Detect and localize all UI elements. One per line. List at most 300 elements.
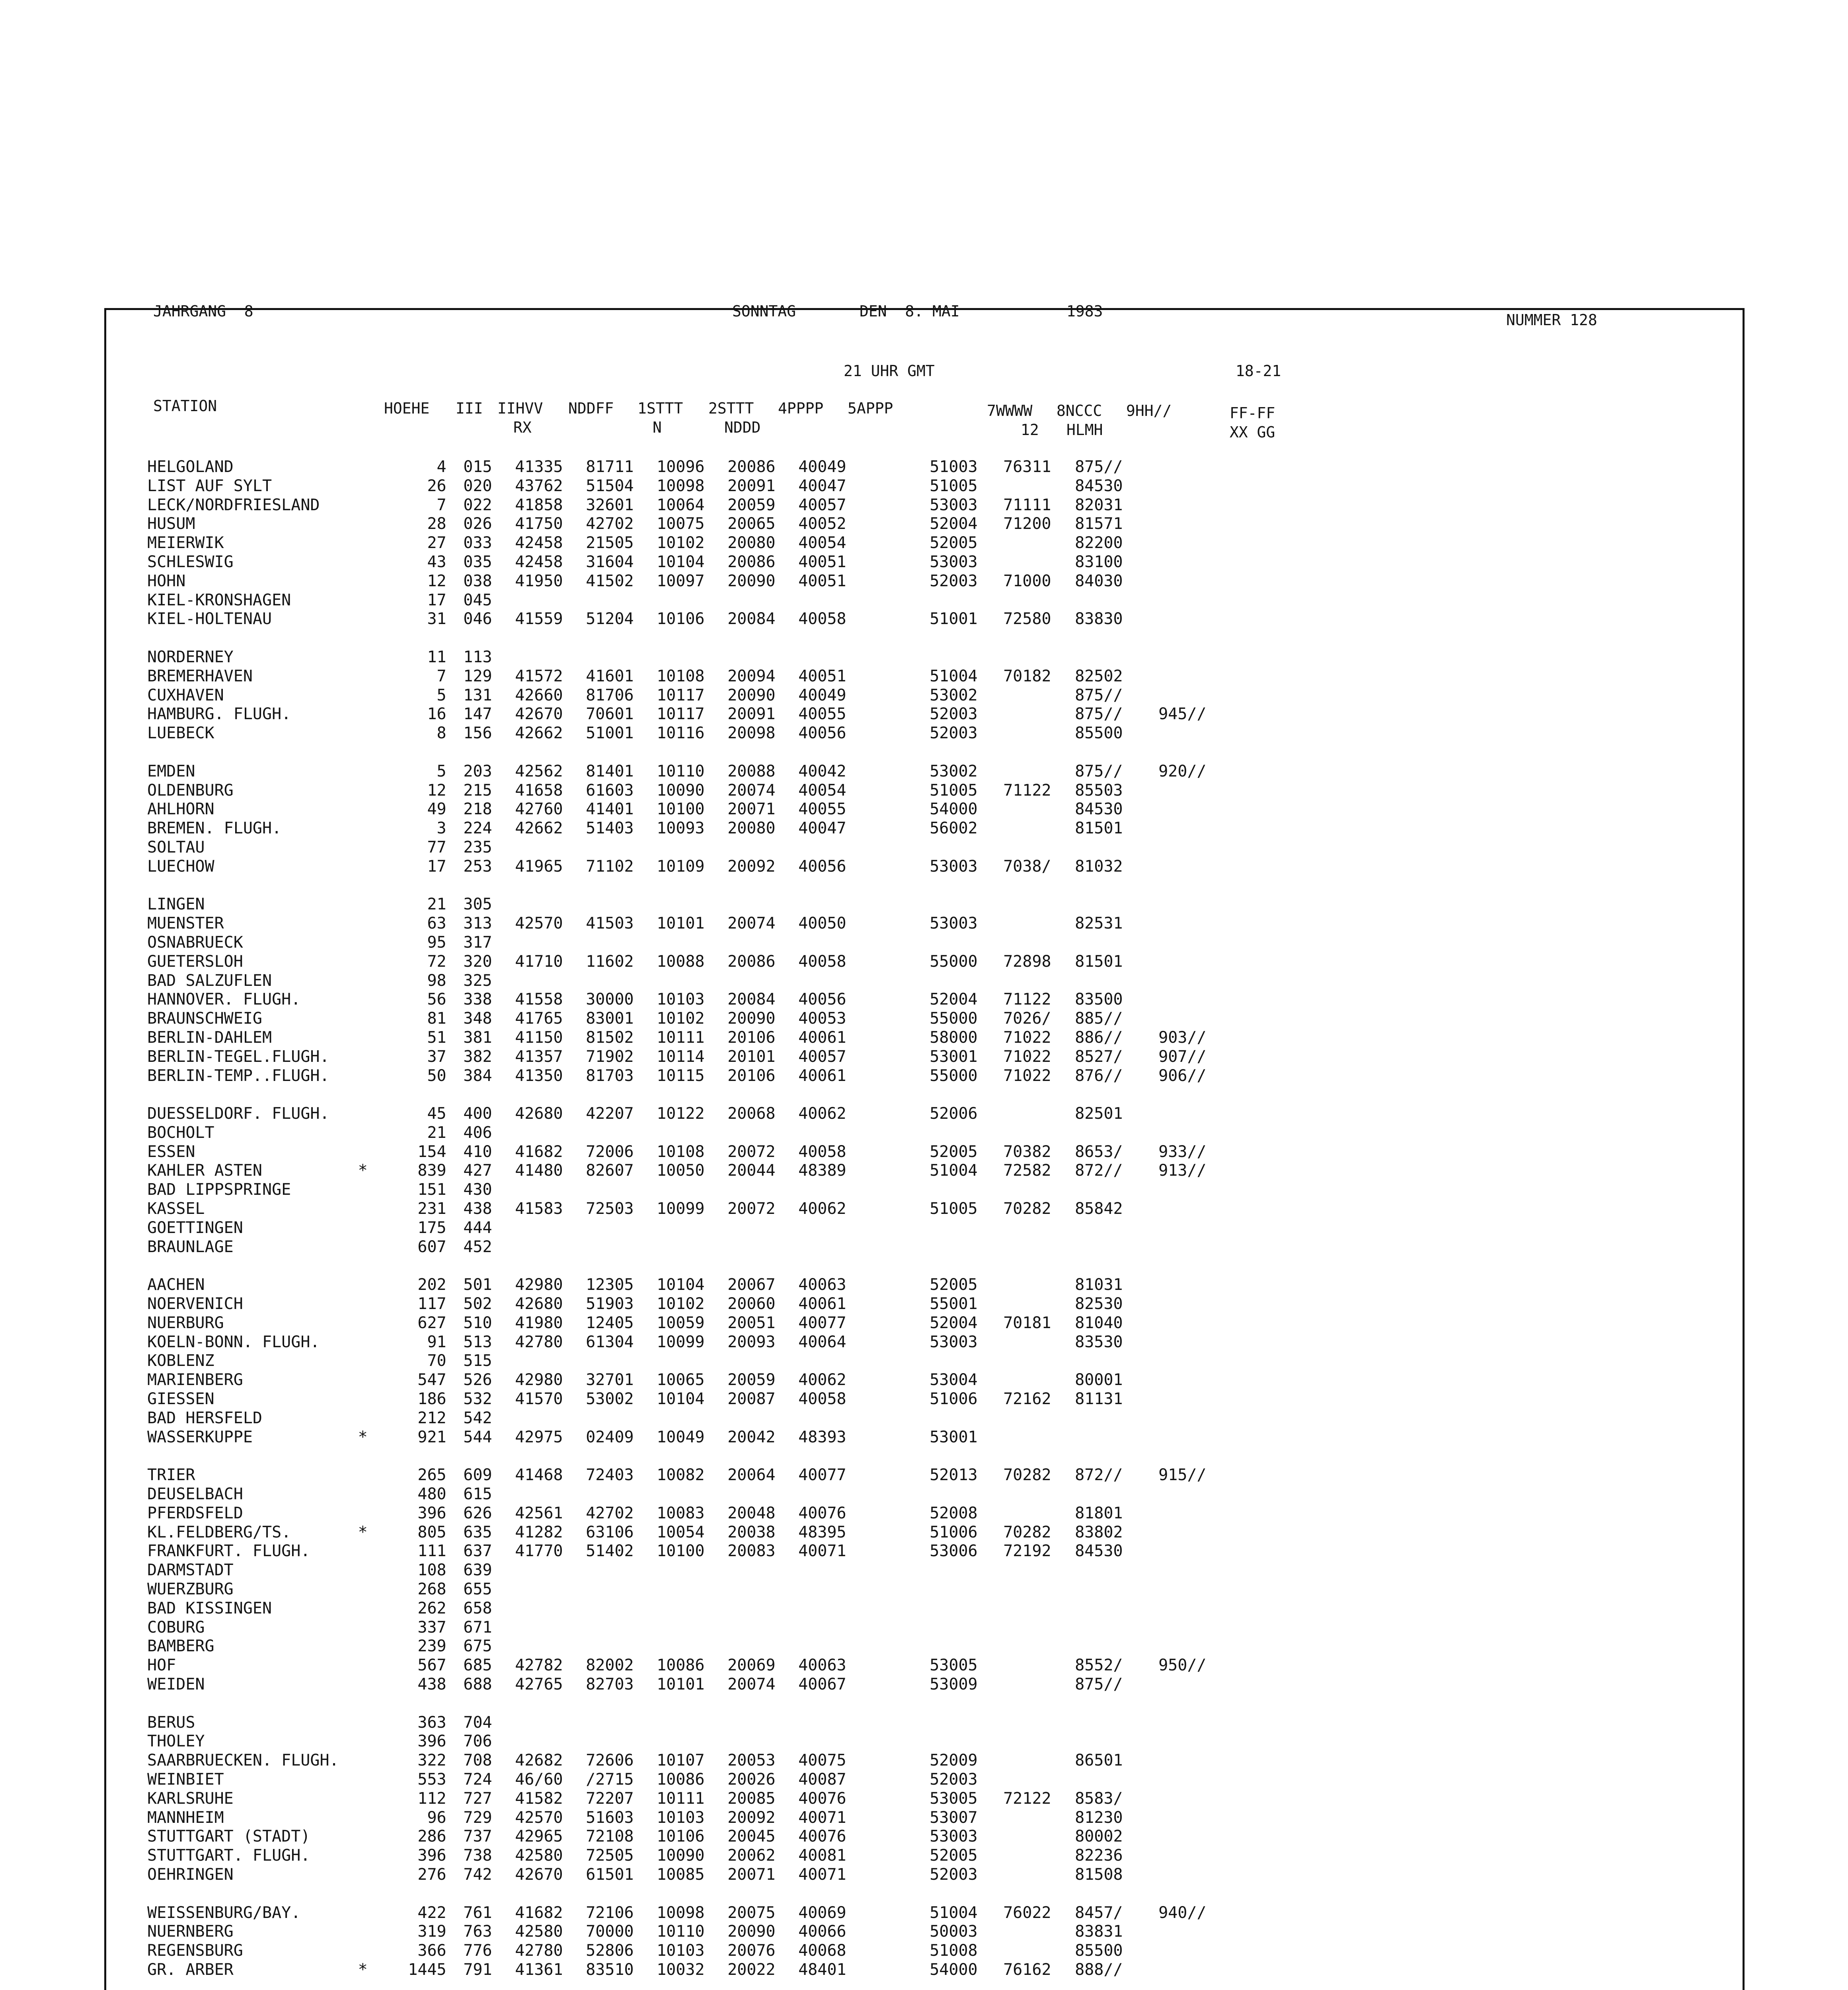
nddff: 51504: [586, 476, 634, 495]
dew-2sttt: 20069: [727, 1656, 776, 1675]
cloud-8nccc: 875//: [1075, 458, 1123, 476]
iihvv: [492, 1409, 563, 1428]
table-row: [147, 1485, 1207, 1504]
nddff: [563, 648, 634, 667]
cloud-8nccc: 85503: [1075, 781, 1123, 800]
iihvv: 42580: [515, 1922, 563, 1941]
tendency-5appp: 53001: [930, 1428, 978, 1446]
tendency-5appp: 51004: [930, 1903, 978, 1922]
pressure-4pppp: [776, 933, 846, 952]
station-id: 410: [463, 1142, 492, 1161]
dew-2sttt: [705, 1124, 776, 1143]
weather-7wwww: 70181: [1003, 1313, 1051, 1332]
cloud-8nccc: 83100: [1075, 552, 1123, 571]
iihvv: 42680: [515, 1104, 563, 1123]
pressure-4pppp: 40049: [798, 458, 846, 476]
table-row: [147, 1219, 1207, 1238]
dew-2sttt: 20083: [727, 1542, 776, 1561]
station-name: WEINBIET: [147, 1770, 224, 1789]
nddff: 51001: [586, 724, 634, 743]
cloud-8nccc: 81508: [1075, 1865, 1123, 1884]
iihvv: 42458: [515, 552, 563, 571]
altitude: 262: [417, 1599, 446, 1617]
station-name: TRIER: [147, 1466, 195, 1485]
dew-2sttt: [705, 1180, 776, 1200]
temp-1sttt: 10098: [657, 1903, 705, 1922]
station-name: BERLIN-DAHLEM: [147, 1028, 272, 1047]
iihvv: 41350: [515, 1066, 563, 1085]
mountain-marker: [339, 819, 387, 838]
table-row: [147, 1314, 1207, 1333]
pressure-4pppp: [776, 1485, 846, 1504]
mountain-marker: [339, 648, 387, 667]
station-id: 384: [463, 1066, 492, 1085]
tendency-5appp: 53007: [930, 1808, 978, 1827]
tendency-5appp: 52009: [930, 1751, 978, 1770]
station-id: 737: [463, 1827, 492, 1846]
dew-2sttt: 20067: [727, 1276, 776, 1294]
cloud-8nccc: 872//: [1075, 1466, 1123, 1485]
pressure-4pppp: 40061: [798, 1028, 846, 1047]
extra-9hh: [1123, 1371, 1207, 1390]
table-row: [147, 1809, 1207, 1828]
nddff: 32701: [586, 1371, 634, 1389]
altitude: 396: [417, 1504, 446, 1522]
weather-7wwww: [978, 1827, 1051, 1846]
station-name: MEIERWIK: [147, 534, 224, 552]
altitude: 627: [417, 1313, 446, 1332]
pressure-4pppp: 40061: [798, 1295, 846, 1313]
dew-2sttt: 20080: [727, 819, 776, 838]
cloud-8nccc: 82501: [1075, 1104, 1123, 1123]
station-name: PFERDSFELD: [147, 1504, 243, 1522]
temp-1sttt: [634, 648, 705, 667]
weather-7wwww: [978, 724, 1051, 743]
mountain-marker: [339, 1104, 387, 1124]
nddff: [563, 838, 634, 857]
tendency-5appp: 51004: [930, 1161, 978, 1180]
temp-1sttt: 10050: [657, 1161, 705, 1180]
cloud-8nccc: [1051, 1485, 1123, 1504]
cloud-8nccc: 82236: [1075, 1846, 1123, 1865]
iihvv: [492, 1561, 563, 1580]
tendency-5appp: [846, 1732, 978, 1751]
cloud-8nccc: [1051, 1238, 1123, 1257]
temp-1sttt: 10103: [657, 990, 705, 1009]
weather-7wwww: [978, 553, 1051, 572]
nddff: 21505: [586, 534, 634, 552]
pressure-4pppp: 40069: [798, 1903, 846, 1922]
mountain-marker: [339, 1713, 387, 1732]
extra-9hh: [1123, 1827, 1207, 1846]
weather-7wwww: [978, 1219, 1051, 1238]
table-row: [147, 1048, 1207, 1067]
altitude: 11: [427, 648, 446, 666]
dew-2sttt: 20064: [727, 1466, 776, 1485]
altitude: 31: [427, 610, 446, 628]
weather-7wwww: 70282: [1003, 1466, 1051, 1485]
station-id: 452: [463, 1237, 492, 1256]
nddff: 82607: [586, 1161, 634, 1180]
tendency-5appp: 50003: [930, 1922, 978, 1941]
weather-7wwww: 70182: [1003, 667, 1051, 685]
nddff: 42207: [586, 1104, 634, 1123]
tendency-5appp: 52003: [930, 724, 978, 743]
iihvv: [492, 1219, 563, 1238]
col-iihvv: IIHVV: [497, 400, 543, 417]
station-id: 348: [463, 1009, 492, 1028]
mountain-marker: [339, 1466, 387, 1485]
nddff: 51603: [586, 1808, 634, 1827]
mountain-marker: [339, 1542, 387, 1561]
temp-1sttt: 10108: [657, 667, 705, 685]
pressure-4pppp: 40057: [798, 1047, 846, 1066]
altitude: 12: [427, 781, 446, 800]
extra-9hh: [1123, 1352, 1207, 1371]
nddff: 30000: [586, 990, 634, 1009]
table-row: [147, 1028, 1207, 1048]
extra-9hh: [1123, 458, 1207, 477]
tendency-5appp: 56002: [930, 819, 978, 838]
iihvv: 41559: [515, 610, 563, 628]
temp-1sttt: 10098: [657, 476, 705, 495]
station-id: 729: [463, 1808, 492, 1827]
station-id: 156: [463, 724, 492, 743]
altitude: 239: [417, 1637, 446, 1656]
dew-2sttt: [705, 1732, 776, 1751]
altitude: 366: [417, 1941, 446, 1960]
nddff: 81706: [586, 686, 634, 704]
nddff: 72403: [586, 1466, 634, 1485]
altitude: 27: [427, 534, 446, 552]
station-name: AHLHORN: [147, 800, 214, 819]
table-row: [147, 1675, 1207, 1694]
altitude: 49: [427, 800, 446, 819]
station-id: 022: [463, 496, 492, 514]
station-name: BERUS: [147, 1713, 195, 1732]
dew-2sttt: 20062: [727, 1846, 776, 1865]
tendency-5appp: 51008: [930, 1941, 978, 1960]
tendency-5appp: 52005: [930, 1846, 978, 1865]
group-spacer: [147, 1085, 1207, 1104]
station-name: OSNABRUECK: [147, 933, 243, 952]
altitude: 96: [427, 1808, 446, 1827]
tendency-5appp: 52004: [930, 515, 978, 533]
station-id: 658: [463, 1599, 492, 1617]
temp-1sttt: [634, 1180, 705, 1200]
pressure-4pppp: 40066: [798, 1922, 846, 1941]
dew-2sttt: 20106: [727, 1028, 776, 1047]
group-spacer: [147, 743, 1207, 762]
mountain-marker: [339, 610, 387, 629]
iihvv: 41583: [515, 1200, 563, 1218]
station-id: 724: [463, 1770, 492, 1789]
pressure-4pppp: [776, 1732, 846, 1751]
table-row: [147, 1409, 1207, 1428]
station-id: 688: [463, 1675, 492, 1693]
station-id: 430: [463, 1180, 492, 1199]
station-id: 544: [463, 1428, 492, 1446]
dew-2sttt: [705, 1599, 776, 1618]
mountain-marker: [339, 1219, 387, 1238]
dew-2sttt: 20092: [727, 857, 776, 876]
tendency-5appp: [846, 972, 978, 991]
station-id: 338: [463, 990, 492, 1009]
nddff: 72108: [586, 1827, 634, 1846]
pressure-4pppp: 40055: [798, 705, 846, 724]
nddff: 41502: [586, 572, 634, 590]
station-name: NUERBURG: [147, 1313, 224, 1332]
dew-2sttt: 20042: [727, 1428, 776, 1446]
cloud-8nccc: 81032: [1075, 857, 1123, 876]
extra-9hh: [1123, 1961, 1207, 1980]
nddff: /2715: [586, 1770, 634, 1789]
extra-9hh: [1123, 1922, 1207, 1941]
iihvv: [492, 1485, 563, 1504]
mountain-marker: [339, 1580, 387, 1599]
altitude: 839: [417, 1161, 446, 1180]
table-row: [147, 1922, 1207, 1941]
tendency-5appp: 52005: [930, 1142, 978, 1161]
extra-9hh: [1123, 553, 1207, 572]
pressure-4pppp: 40047: [798, 819, 846, 838]
weather-7wwww: 71122: [1003, 990, 1051, 1009]
station-id: 685: [463, 1656, 492, 1675]
altitude: 547: [417, 1371, 446, 1389]
nddff: 71102: [586, 857, 634, 876]
station-name: KAHLER ASTEN: [147, 1161, 262, 1180]
table-row: [147, 914, 1207, 933]
extra-9hh: [1123, 1618, 1207, 1637]
altitude: 567: [417, 1656, 446, 1675]
station-name: AACHEN: [147, 1276, 205, 1294]
altitude: 3: [437, 819, 446, 838]
tendency-5appp: 53002: [930, 686, 978, 704]
station-name: HANNOVER. FLUGH.: [147, 990, 301, 1009]
extra-9hh: [1123, 1542, 1207, 1561]
iihvv: 43762: [515, 476, 563, 495]
nddff: 63106: [586, 1523, 634, 1541]
altitude: 56: [427, 990, 446, 1009]
weather-7wwww: [978, 762, 1051, 781]
nddff: 61304: [586, 1333, 634, 1351]
tendency-5appp: 55000: [930, 1066, 978, 1085]
station-id: 738: [463, 1846, 492, 1865]
table-row: [147, 1180, 1207, 1200]
tendency-5appp: 54000: [930, 800, 978, 819]
altitude: 95: [427, 933, 446, 952]
nddff: [563, 1124, 634, 1143]
pressure-4pppp: 40056: [798, 724, 846, 743]
dew-2sttt: 20084: [727, 990, 776, 1009]
tendency-5appp: [846, 1219, 978, 1238]
mountain-marker: [339, 534, 387, 553]
temp-1sttt: 10086: [657, 1656, 705, 1675]
pressure-4pppp: [776, 1618, 846, 1637]
iihvv: 41710: [515, 952, 563, 971]
nddff: [563, 591, 634, 610]
cloud-8nccc: 8583/: [1075, 1789, 1123, 1808]
altitude: 7: [437, 667, 446, 685]
iihvv: 42682: [515, 1751, 563, 1770]
dew-2sttt: 20074: [727, 1675, 776, 1693]
mountain-marker: [339, 857, 387, 876]
cloud-8nccc: 8457/: [1075, 1903, 1123, 1922]
station-id: 742: [463, 1865, 492, 1884]
pressure-4pppp: 40062: [798, 1104, 846, 1123]
weather-7wwww: [978, 1941, 1051, 1961]
extra-9hh: 913//: [1158, 1161, 1207, 1180]
extra-9hh: [1123, 1314, 1207, 1333]
table-row: [147, 1618, 1207, 1637]
temp-1sttt: 10103: [657, 1941, 705, 1960]
cloud-8nccc: [1051, 933, 1123, 952]
iihvv: 42662: [515, 819, 563, 838]
cloud-8nccc: [1051, 838, 1123, 857]
nddff: 72606: [586, 1751, 634, 1770]
iihvv: 41950: [515, 572, 563, 590]
iihvv: [492, 1618, 563, 1637]
nddff: 41503: [586, 914, 634, 933]
weather-7wwww: 70382: [1003, 1142, 1051, 1161]
mountain-marker: [339, 1028, 387, 1048]
weather-7wwww: [978, 1846, 1051, 1865]
station-id: 727: [463, 1789, 492, 1808]
cloud-8nccc: [1051, 1770, 1123, 1789]
cloud-8nccc: 83830: [1075, 610, 1123, 628]
cloud-8nccc: [1051, 1352, 1123, 1371]
altitude: 154: [417, 1142, 446, 1161]
tendency-5appp: 53005: [930, 1789, 978, 1808]
cloud-8nccc: 83530: [1075, 1333, 1123, 1351]
altitude: 422: [417, 1903, 446, 1922]
cloud-8nccc: 81131: [1075, 1390, 1123, 1409]
mountain-marker: [339, 895, 387, 914]
nddff: 42702: [586, 1504, 634, 1522]
station-name: WEIDEN: [147, 1675, 205, 1693]
table-row: [147, 895, 1207, 914]
dew-2sttt: [705, 1561, 776, 1580]
temp-1sttt: [634, 1713, 705, 1732]
extra-9hh: [1123, 1124, 1207, 1143]
dew-2sttt: [705, 1409, 776, 1428]
table-row: [147, 553, 1207, 572]
dew-2sttt: 20038: [727, 1523, 776, 1541]
observation-time: 21 UHR GMT: [844, 362, 935, 380]
station-name: BAD HERSFELD: [147, 1409, 262, 1427]
weather-7wwww: [978, 477, 1051, 496]
extra-9hh: [1123, 515, 1207, 534]
station-name: BRAUNSCHWEIG: [147, 1009, 262, 1028]
pressure-4pppp: 40051: [798, 667, 846, 685]
pressure-4pppp: 40054: [798, 534, 846, 552]
col-5appp: 5APPP: [848, 400, 893, 417]
nddff: 71902: [586, 1047, 634, 1066]
nddff: 31604: [586, 552, 634, 571]
mountain-marker: [339, 1865, 387, 1885]
cloud-8nccc: 82502: [1075, 667, 1123, 685]
altitude: 26: [427, 476, 446, 495]
mountain-marker: [339, 1561, 387, 1580]
station-name: FRANKFURT. FLUGH.: [147, 1542, 310, 1561]
table-row: [147, 686, 1207, 705]
iihvv: 41750: [515, 515, 563, 533]
tendency-5appp: 54000: [930, 1960, 978, 1979]
extra-9hh: [1123, 1561, 1207, 1580]
mountain-marker: [339, 952, 387, 972]
station-name: WASSERKUPPE: [147, 1428, 253, 1446]
temp-1sttt: [634, 1219, 705, 1238]
cloud-8nccc: 83500: [1075, 990, 1123, 1009]
station-id: 253: [463, 857, 492, 876]
weather-7wwww: [978, 914, 1051, 933]
temp-1sttt: [634, 1238, 705, 1257]
station-name: STUTTGART. FLUGH.: [147, 1846, 310, 1865]
weather-7wwww: [978, 1333, 1051, 1352]
station-id: 671: [463, 1618, 492, 1637]
cloud-8nccc: 81230: [1075, 1808, 1123, 1827]
cloud-8nccc: 82200: [1075, 534, 1123, 552]
weather-7wwww: 72580: [1003, 610, 1051, 628]
weather-7wwww: [978, 1276, 1051, 1295]
extra-9hh: [1123, 1675, 1207, 1694]
table-row: [147, 1523, 1207, 1542]
pressure-4pppp: [776, 1599, 846, 1618]
weather-7wwww: [978, 838, 1051, 857]
iihvv: 42680: [515, 1295, 563, 1313]
altitude: 175: [417, 1218, 446, 1237]
nddff: 83001: [586, 1009, 634, 1028]
iihvv: 41335: [515, 458, 563, 476]
temp-1sttt: [634, 933, 705, 952]
weather-7wwww: [978, 1124, 1051, 1143]
table-row: [147, 1713, 1207, 1732]
table-row: [147, 705, 1207, 724]
tendency-5appp: 52003: [930, 1865, 978, 1884]
table-row: [147, 1371, 1207, 1390]
cloud-8nccc: 875//: [1075, 705, 1123, 724]
dew-2sttt: 20071: [727, 800, 776, 819]
tendency-5appp: 52003: [930, 705, 978, 724]
pressure-4pppp: 40053: [798, 1009, 846, 1028]
temp-1sttt: 10108: [657, 1142, 705, 1161]
tendency-5appp: 52005: [930, 534, 978, 552]
station-name: OLDENBURG: [147, 781, 234, 800]
station-id: 761: [463, 1903, 492, 1922]
pressure-4pppp: 40062: [798, 1371, 846, 1389]
station-id: 675: [463, 1637, 492, 1656]
extra-9hh: [1123, 1865, 1207, 1885]
tendency-5appp: [846, 1180, 978, 1200]
temp-1sttt: 10032: [657, 1960, 705, 1979]
table-row: [147, 1390, 1207, 1409]
mountain-marker: [339, 1846, 387, 1865]
temp-1sttt: 10101: [657, 914, 705, 933]
extra-9hh: [1123, 572, 1207, 591]
table-row: [147, 1656, 1207, 1675]
table-row: [147, 1104, 1207, 1124]
tendency-5appp: [846, 648, 978, 667]
table-row: [147, 1504, 1207, 1523]
table-row: [147, 1904, 1207, 1923]
altitude: 231: [417, 1200, 446, 1218]
dew-2sttt: 20091: [727, 476, 776, 495]
nddff: 12305: [586, 1276, 634, 1294]
table-row: [147, 1295, 1207, 1314]
year: 1983: [1066, 302, 1103, 320]
temp-1sttt: 10110: [657, 762, 705, 780]
table-row: [147, 572, 1207, 591]
